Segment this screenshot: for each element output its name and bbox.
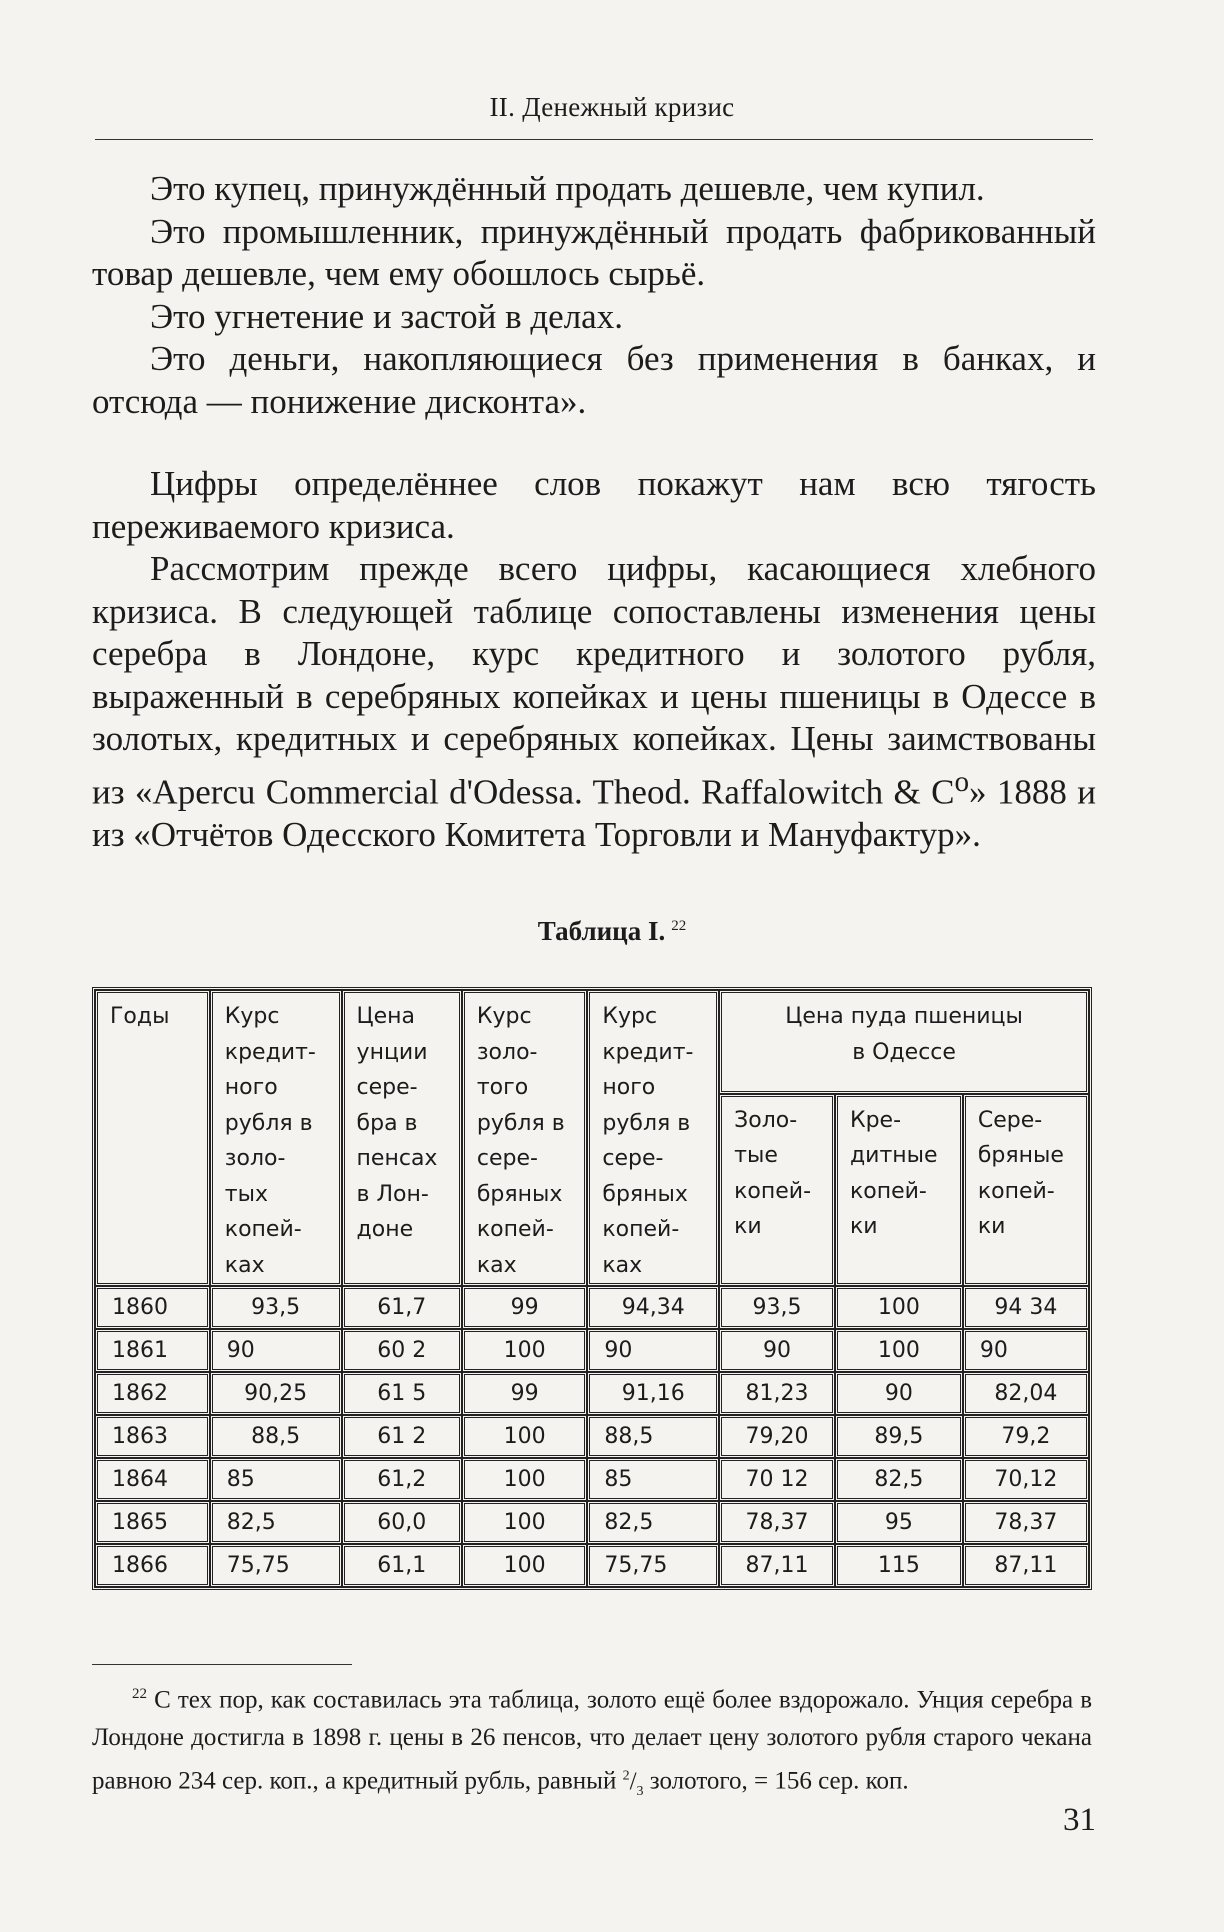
cell-credit-ruble-silver: 75,75 [587,1544,719,1587]
cell-silver-price: 61,1 [342,1544,462,1587]
header-year: Годы [95,990,210,1286]
cell-year: 1862 [95,1372,210,1415]
fraction: $^2/_3$ [622,1767,644,1799]
cell-wheat-silver: 82,04 [963,1372,1089,1415]
table-row [95,1501,1089,1544]
table-body [95,1286,1089,1587]
fraction-denominator: 3 [636,1783,644,1799]
cell-credit-ruble-gold: 82,5 [210,1501,342,1544]
cell-wheat-credit: 82,5 [835,1458,963,1501]
fraction-numerator: 2 [622,1768,630,1784]
table-row [95,1286,1089,1329]
cell-wheat-gold: 78,37 [719,1501,835,1544]
page-number: 31 [1063,1802,1096,1838]
cell-silver-price: 61,2 [342,1458,462,1501]
table-title [0,916,1224,947]
cell-wheat-credit: 90 [835,1372,963,1415]
cell-year: 1865 [95,1501,210,1544]
cell-credit-ruble-gold: 85 [210,1458,342,1501]
cell-gold-ruble-silver: 100 [462,1458,588,1501]
footnote-ref: 22 [671,918,687,934]
cell-credit-ruble-gold: 75,75 [210,1544,342,1587]
header-silver-price-london: Цена унции сере- бра в пенсах в Лон- доне [342,990,462,1286]
paragraph: Это промышленник, принуждённый продать фабрикованный товар дешевле, чем ему обошлось сырьё. [92,211,1096,293]
cell-wheat-credit: 100 [835,1329,963,1372]
footnote-number: 22 [132,1686,147,1702]
cell-wheat-gold: 79,20 [719,1415,835,1458]
cell-gold-ruble-silver: 100 [462,1544,588,1587]
paragraph: Это угнетение и застой в делах. [150,296,623,336]
table-row [95,1415,1089,1458]
cell-silver-price: 60,0 [342,1501,462,1544]
table-row [95,1372,1089,1415]
header-rule [95,139,1093,140]
cell-silver-price: 61,7 [342,1286,462,1329]
table-title-text: Таблица I. [537,916,666,946]
cell-wheat-silver: 87,11 [963,1544,1089,1587]
running-head: II. Денежный кризис [489,92,735,122]
paragraph-text: Рассмотрим прежде всего цифры, касающиеся хлебного кризиса. В следующей таблице сопоставлены изменения цены серебра в Лондоне, курс кредитного и золотого рубля, выраженный в серебряных копейках и цены пшеницы в Одессе в золотых, кредитных и серебряных копейках. Цены заимствованы из «Apercu Commercial d'Odessa. Theod. Raffalowitch & C [92,549,1096,812]
body-text [92,168,1096,856]
cell-wheat-silver: 70,12 [963,1458,1089,1501]
paragraph: Это деньги, накопляющиеся без применения в банках, и отсюда — понижение дисконта». [92,339,1096,421]
cell-year: 1866 [95,1544,210,1587]
cell-wheat-credit: 89,5 [835,1415,963,1458]
cell-credit-ruble-silver: 94,34 [587,1286,719,1329]
cell-credit-ruble-gold: 90,25 [210,1372,342,1415]
cell-credit-ruble-silver: 88,5 [587,1415,719,1458]
header-wheat-credit: Кре- дитные копей- ки [835,1094,963,1286]
cell-wheat-silver: 94 34 [963,1286,1089,1329]
cell-credit-ruble-gold: 90 [210,1329,342,1372]
cell-wheat-silver: 78,37 [963,1501,1089,1544]
paragraph: Это купец, принуждённый продать дешевле, чем купил. [150,169,985,208]
cell-silver-price: 60 2 [342,1329,462,1372]
data-table [92,987,1092,1590]
cell-gold-ruble-silver: 100 [462,1415,588,1458]
header-wheat-gold: Золо- тые копей- ки [719,1094,835,1286]
cell-credit-ruble-silver: 85 [587,1458,719,1501]
paragraph [92,548,1096,856]
header-wheat-group: Цена пуда пшеницы в Одессе [719,990,1089,1094]
cell-gold-ruble-silver: 99 [462,1372,588,1415]
cell-wheat-credit: 115 [835,1544,963,1587]
cell-credit-ruble-gold: 88,5 [210,1415,342,1458]
table-row [95,1544,1089,1587]
cell-wheat-gold: 87,11 [719,1544,835,1587]
cell-credit-ruble-gold: 93,5 [210,1286,342,1329]
cell-wheat-gold: 70 12 [719,1458,835,1501]
table-row [95,1458,1089,1501]
cell-wheat-credit: 95 [835,1501,963,1544]
cell-silver-price: 61 2 [342,1415,462,1458]
cell-silver-price: 61 5 [342,1372,462,1415]
footnote-text: С тех пор, как составилась эта таблица, золото ещё более вздорожало. Унция серебра в Лондоне достигла в 1898 г. цены в 26 пенсов, что делает цену золотого рубля старого чекана равною 234 сер. коп., а кредитный рубль, равный [92,1686,1093,1795]
cell-wheat-credit: 100 [835,1286,963,1329]
cell-year: 1860 [95,1286,210,1329]
footnote-rule [92,1664,352,1665]
cell-year: 1864 [95,1458,210,1501]
table-row [95,1329,1089,1372]
cell-gold-ruble-silver: 99 [462,1286,588,1329]
paragraph: Цифры определённее слов покажут нам всю тягость переживаемого кризиса. [92,464,1096,546]
cell-gold-ruble-silver: 100 [462,1329,588,1372]
cell-wheat-gold: 93,5 [719,1286,835,1329]
cell-wheat-silver: 90 [963,1329,1089,1372]
cell-gold-ruble-silver: 100 [462,1501,588,1544]
header-credit-ruble-gold: Курс кредит- ного рубля в золо- тых копей- ках [210,990,342,1286]
paragraph-text: » 1888 и из «Отчётов Одесского Комитета Торговли и Мануфактур». [92,772,1096,854]
cell-year: 1861 [95,1329,210,1372]
cell-credit-ruble-silver: 90 [587,1329,719,1372]
cell-wheat-gold: 90 [719,1329,835,1372]
footnote-text-end: золотого, = 156 сер. коп. [649,1767,909,1795]
header-credit-ruble-silver: Курс кредит- ного рубля в сере- бряных копей- ках [587,990,719,1286]
cell-credit-ruble-silver: 82,5 [587,1501,719,1544]
cell-year: 1863 [95,1415,210,1458]
cell-wheat-silver: 79,2 [963,1415,1089,1458]
header-wheat-silver: Сере- бряные копей- ки [963,1094,1089,1286]
cell-wheat-gold: 81,23 [719,1372,835,1415]
company-superscript: o [954,765,970,798]
header-gold-ruble-silver: Курс золо- того рубля в сере- бряных копей- ках [462,990,588,1286]
cell-credit-ruble-silver: 91,16 [587,1372,719,1415]
footnote [92,1675,1092,1811]
